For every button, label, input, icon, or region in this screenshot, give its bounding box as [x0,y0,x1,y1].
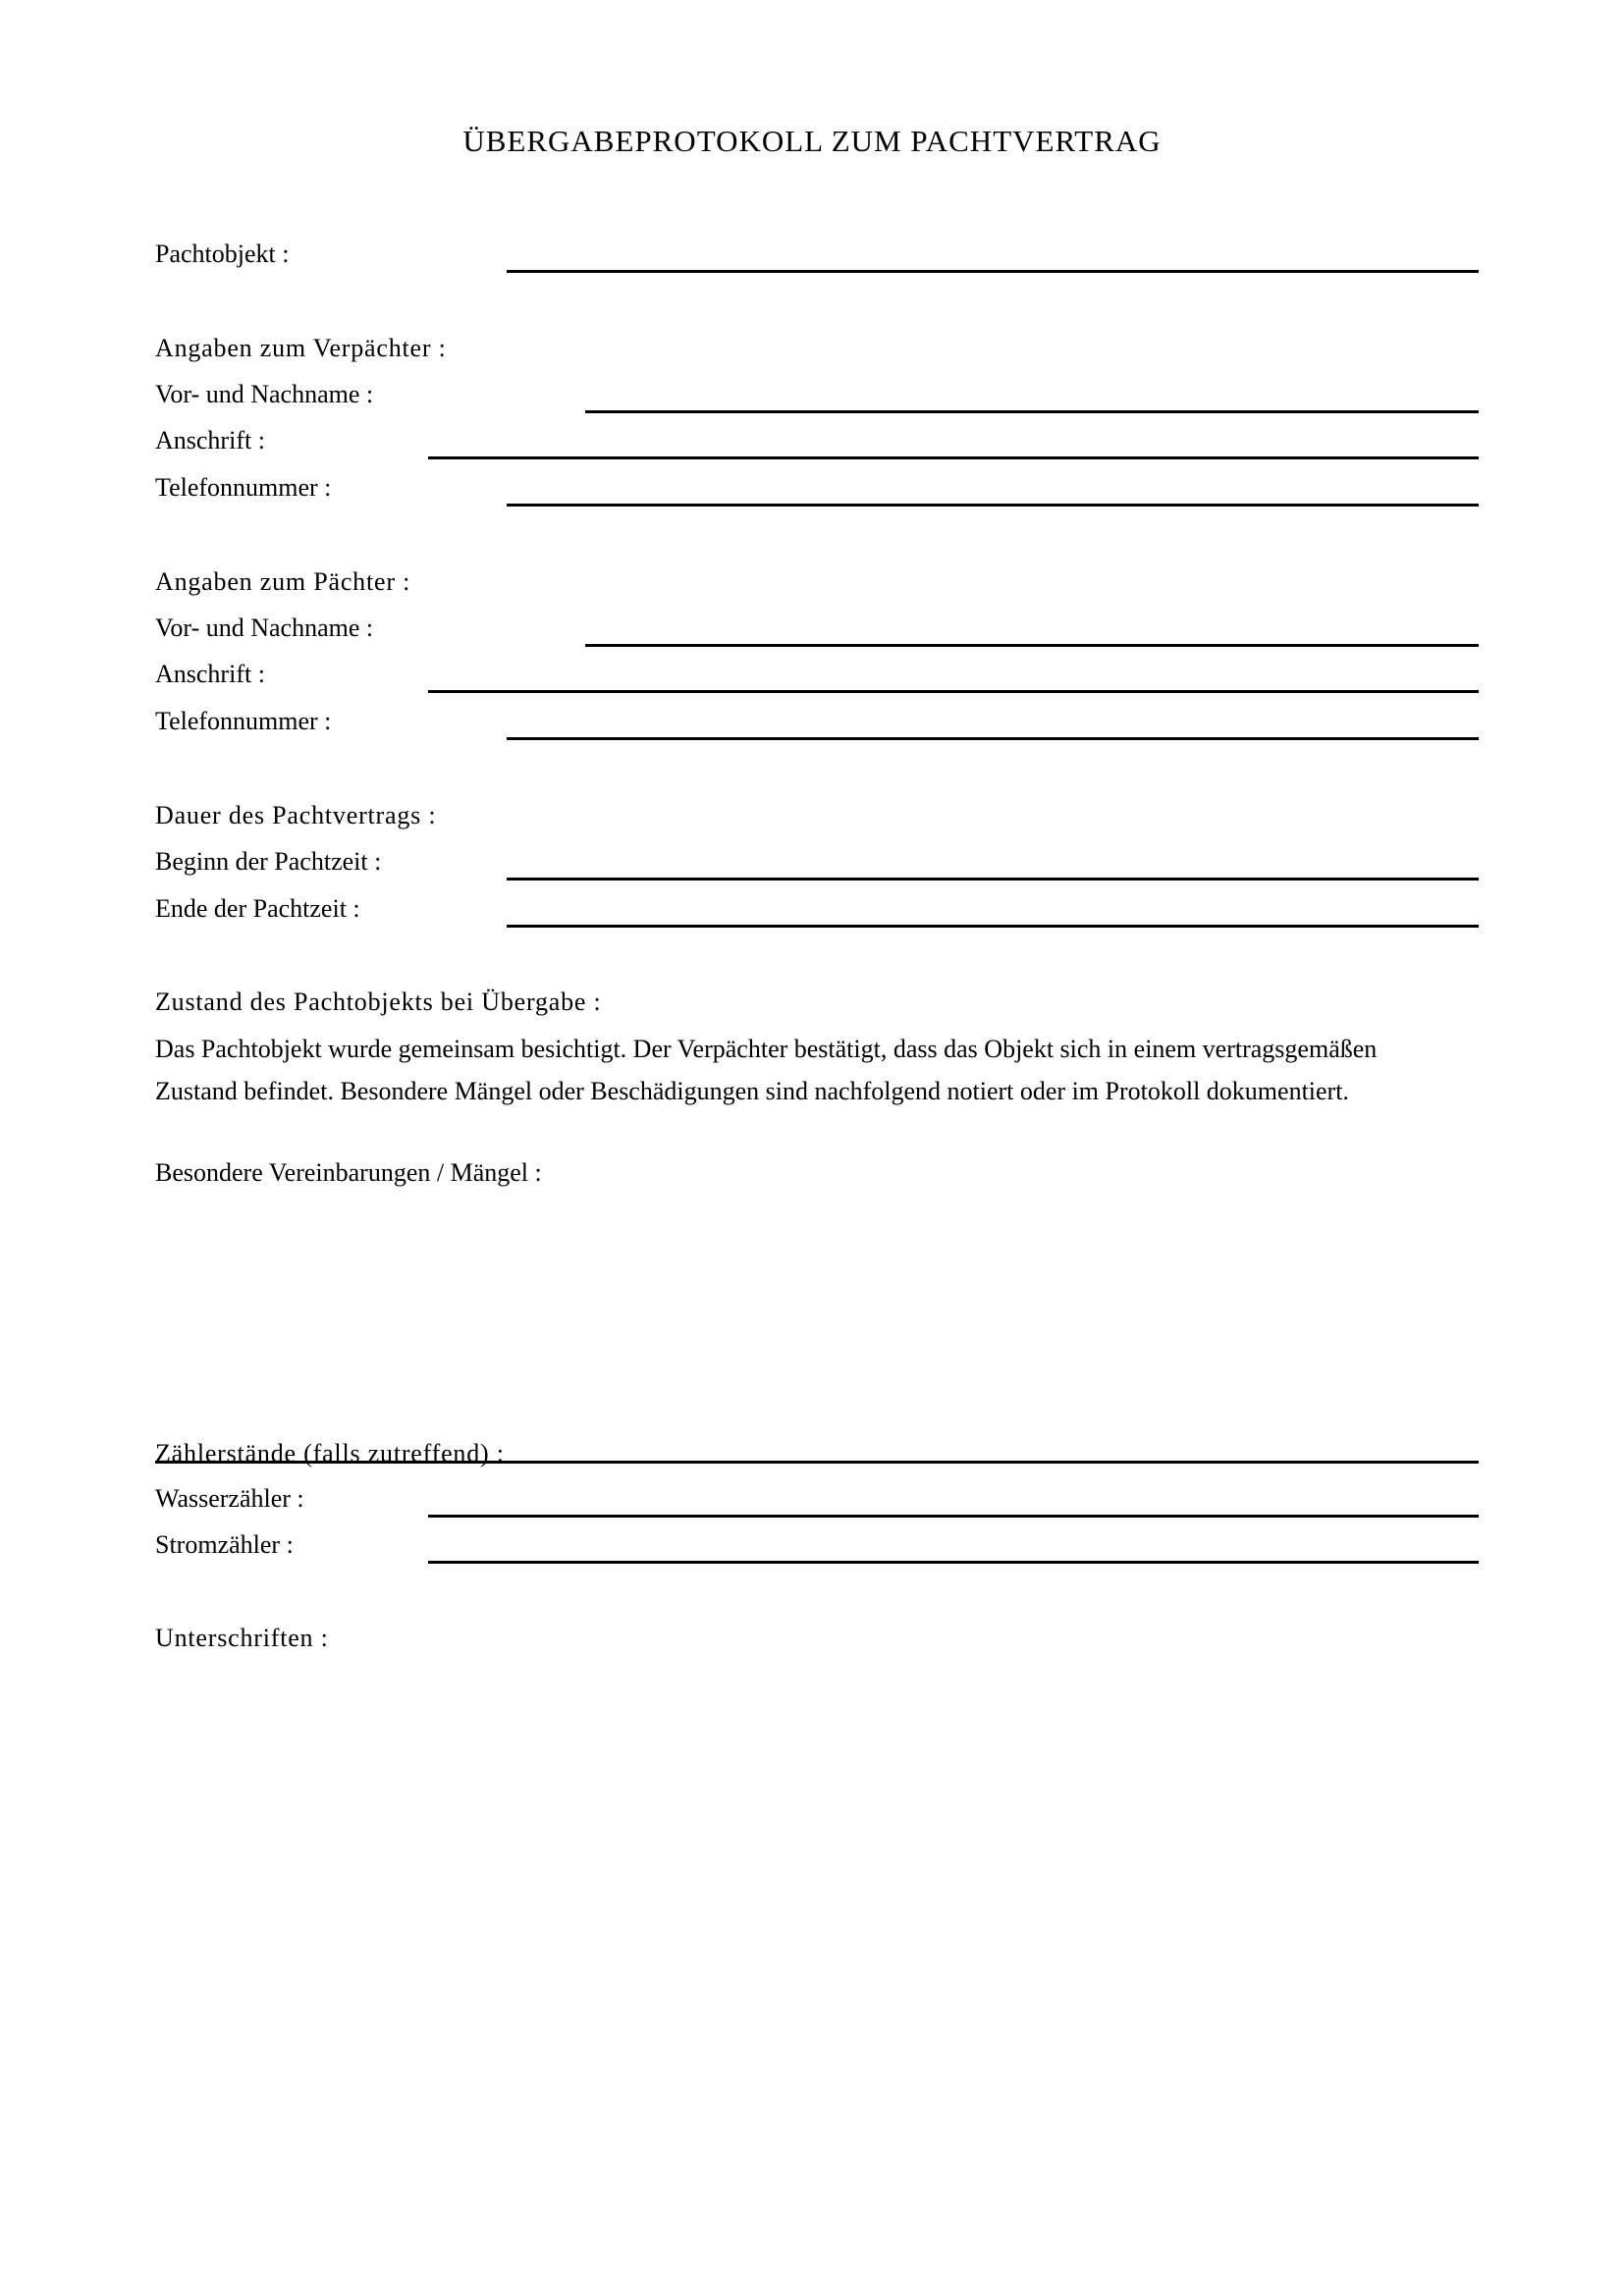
paechter-name-label: Vor- und Nachname : [155,614,374,642]
zaehler-water-line[interactable] [428,1515,1479,1518]
dauer-end-line[interactable] [507,925,1479,928]
verpaechter-phone-label: Telefonnummer : [155,473,332,502]
paechter-heading: Angaben zum Pächter : [155,567,411,596]
verpaechter-address-line[interactable] [428,456,1479,459]
verpaechter-heading: Angaben zum Verpächter : [155,334,447,362]
verpaechter-name-line[interactable] [585,410,1479,413]
verpaechter-name-label: Vor- und Nachname : [155,380,374,408]
zustand-paragraph [155,1028,1490,1112]
paechter-phone-line[interactable] [507,737,1479,740]
verpaechter-phone-line[interactable] [507,504,1479,507]
zaehler-heading: Zählerstände (falls zutreffend) : [155,1439,505,1468]
dauer-start-line[interactable] [507,878,1479,881]
unterschriften-label: Unterschriften : [155,1624,329,1652]
pachtobjekt-label: Pachtobjekt : [155,240,290,268]
vereinbarungen-label: Besondere Vereinbarungen / Mängel : [155,1158,542,1187]
document-title: ÜBERGABEPROTOKOLL ZUM PACHTVERTRAG [462,124,1162,158]
pachtobjekt-line[interactable] [507,270,1479,273]
zaehler-power-label: Stromzähler : [155,1530,294,1559]
dauer-end-label: Ende der Pachtzeit : [155,894,360,923]
dauer-start-label: Beginn der Pachtzeit : [155,847,382,876]
zustand-text-line-1: Das Pachtobjekt wurde gemeinsam besichtigt. Der Verpächter bestätigt, dass das Objekt sich in einem vertragsgemäßen [155,1035,1378,1063]
zaehler-water-label: Wasserzähler : [155,1484,304,1513]
paechter-address-label: Anschrift : [155,660,265,688]
zaehler-heading-line[interactable] [155,1461,1479,1464]
zustand-heading: Zustand des Pachtobjekts bei Übergabe : [155,988,602,1016]
paechter-address-line[interactable] [428,690,1479,693]
paechter-phone-label: Telefonnummer : [155,707,332,735]
verpaechter-address-label: Anschrift : [155,426,265,454]
zaehler-power-line[interactable] [428,1561,1479,1564]
zustand-text-line-2: Zustand befindet. Besondere Mängel oder Beschädigungen sind nachfolgend notiert oder im Protokoll dokumentiert. [155,1077,1349,1105]
paechter-name-line[interactable] [585,644,1479,647]
dauer-heading: Dauer des Pachtvertrags : [155,801,437,829]
